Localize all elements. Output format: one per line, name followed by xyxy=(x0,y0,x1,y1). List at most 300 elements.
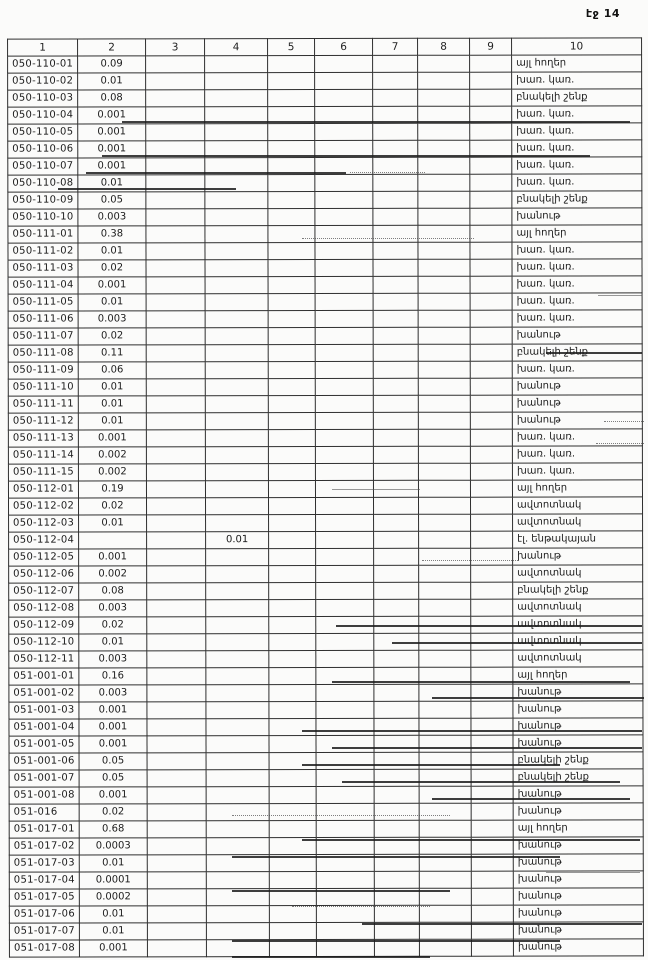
cell-col4 xyxy=(206,906,269,923)
cell-col1: 050-112-06 xyxy=(9,566,79,583)
cell-col1: 051-017-04 xyxy=(9,872,79,889)
cell-col10: խանութ xyxy=(512,395,642,412)
cell-col6 xyxy=(315,361,373,378)
cell-col3 xyxy=(147,549,206,566)
cell-col5 xyxy=(269,872,316,889)
cell-col3 xyxy=(146,328,205,345)
column-header-8: 8 xyxy=(418,38,470,55)
cell-col4 xyxy=(205,464,268,481)
cell-col8 xyxy=(418,327,470,344)
cell-col8 xyxy=(418,225,470,242)
header-row xyxy=(8,38,642,56)
cell-col10: խանութ xyxy=(513,718,643,735)
table-row xyxy=(8,72,642,90)
cell-col6 xyxy=(315,310,373,327)
cell-col3 xyxy=(146,447,205,464)
cell-col7 xyxy=(373,259,418,276)
cell-col9 xyxy=(470,242,512,259)
cell-col7 xyxy=(374,820,419,837)
cell-col8 xyxy=(418,361,470,378)
cell-col3 xyxy=(146,311,205,328)
cell-col5 xyxy=(268,294,315,311)
cell-col10: խառ. կառ. xyxy=(512,293,642,310)
cell-col10: ավտոտնակ xyxy=(513,650,643,667)
table-row xyxy=(8,293,642,311)
cell-col6 xyxy=(315,276,373,293)
cell-col8 xyxy=(418,446,470,463)
cell-col5 xyxy=(268,396,315,413)
cell-col6 xyxy=(316,548,374,565)
cell-col9 xyxy=(470,89,512,106)
cell-col9 xyxy=(471,650,513,667)
cell-col4 xyxy=(206,600,269,617)
scan-artifact xyxy=(302,764,560,766)
cell-col4 xyxy=(206,821,269,838)
cell-col5 xyxy=(268,277,315,294)
scan-artifact xyxy=(332,681,630,683)
cell-col9 xyxy=(471,599,513,616)
cell-col5 xyxy=(269,685,316,702)
cell-col4 xyxy=(206,685,269,702)
scan-artifact xyxy=(302,839,640,841)
scan-artifact xyxy=(122,121,630,123)
cell-col9 xyxy=(470,327,512,344)
cell-col1: 051-001-05 xyxy=(9,736,79,753)
cell-col10: խանութ xyxy=(513,548,643,565)
cell-col10: խառ. կառ. xyxy=(512,310,642,327)
cell-col7 xyxy=(373,225,418,242)
column-header-6: 6 xyxy=(315,38,373,55)
cell-col4 xyxy=(205,413,268,430)
cell-col4 xyxy=(206,736,269,753)
scan-artifact xyxy=(332,489,420,490)
scan-artifact xyxy=(350,172,425,173)
cell-col2: 0.002 xyxy=(78,464,146,481)
cell-col1: 050-112-07 xyxy=(9,583,79,600)
cell-col10: բնակելի շենք xyxy=(512,89,642,106)
scan-artifact xyxy=(432,697,644,699)
cell-col8 xyxy=(418,89,470,106)
column-header-3: 3 xyxy=(146,39,205,56)
cell-col9 xyxy=(470,259,512,276)
cell-col2: 0.08 xyxy=(78,90,146,107)
table-row xyxy=(8,89,642,107)
cell-col10: խառ. կառ. xyxy=(512,259,642,276)
cell-col4 xyxy=(205,260,268,277)
cell-col10: բնակելի շենք xyxy=(513,752,643,769)
cell-col8 xyxy=(418,157,470,174)
cell-col4 xyxy=(206,719,269,736)
cell-col7 xyxy=(373,293,418,310)
cell-col7 xyxy=(374,514,419,531)
cell-col8 xyxy=(419,752,471,769)
cell-col5 xyxy=(268,447,315,464)
cell-col1: 050-110-10 xyxy=(8,209,78,226)
cell-col10: խանութ xyxy=(513,871,643,888)
cell-col5 xyxy=(268,90,315,107)
cell-col2: 0.001 xyxy=(79,719,147,736)
cell-col9 xyxy=(470,123,512,140)
cell-col1: 051-017-03 xyxy=(9,855,79,872)
cell-col5 xyxy=(268,481,315,498)
scan-artifact xyxy=(102,155,590,157)
cell-col10: խանութ xyxy=(512,327,642,344)
cell-col5 xyxy=(269,583,316,600)
cell-col9 xyxy=(470,378,512,395)
cell-col5 xyxy=(269,549,316,566)
cell-col2: 0.001 xyxy=(79,702,147,719)
cell-col5 xyxy=(269,719,316,736)
scan-artifact xyxy=(232,940,560,942)
cell-col5 xyxy=(269,532,316,549)
cell-col3 xyxy=(146,243,205,260)
cell-col10: խանութ xyxy=(513,888,643,905)
cell-col10: խառ. կառ. xyxy=(512,276,642,293)
cell-col5 xyxy=(268,430,315,447)
cell-col8 xyxy=(419,582,471,599)
cell-col9 xyxy=(470,395,512,412)
cell-col1: 050-111-03 xyxy=(8,260,78,277)
cell-col10: ավտոտնակ xyxy=(513,514,643,531)
cell-col6 xyxy=(315,242,373,259)
cell-col7 xyxy=(374,548,419,565)
cell-col1: 050-112-04 xyxy=(9,532,79,549)
cell-col6 xyxy=(315,327,373,344)
scan-artifact xyxy=(86,172,346,174)
column-header-9: 9 xyxy=(470,38,512,55)
table-row xyxy=(9,582,643,600)
cell-col5 xyxy=(268,192,315,209)
table-row xyxy=(8,242,642,260)
table-row xyxy=(8,55,642,73)
column-header-10: 10 xyxy=(512,38,642,55)
cell-col9 xyxy=(471,752,513,769)
cadastre-table xyxy=(7,37,644,957)
cell-col5 xyxy=(268,226,315,243)
table-row xyxy=(8,378,642,396)
cell-col8 xyxy=(418,463,470,480)
cell-col10: ավտոտնակ xyxy=(512,497,642,514)
cell-col5 xyxy=(268,73,315,90)
cell-col6 xyxy=(316,786,374,803)
cell-col8 xyxy=(418,259,470,276)
cell-col6 xyxy=(315,55,373,72)
table-row xyxy=(8,446,642,464)
cell-col2: 0.001 xyxy=(78,141,146,158)
cell-col1: 050-112-03 xyxy=(9,515,79,532)
scan-artifact xyxy=(422,560,518,561)
table-row xyxy=(8,327,642,345)
table-row xyxy=(8,225,642,243)
cell-col6 xyxy=(316,650,374,667)
cell-col3 xyxy=(146,260,205,277)
cell-col2: 0.003 xyxy=(79,685,147,702)
scan-artifact xyxy=(546,872,640,873)
cell-col1: 051-017-02 xyxy=(9,838,79,855)
cell-col3 xyxy=(146,345,205,362)
cell-col6 xyxy=(315,463,373,480)
cell-col3 xyxy=(147,685,206,702)
cell-col4 xyxy=(205,430,268,447)
cell-col8 xyxy=(419,769,471,786)
scan-artifact xyxy=(302,730,642,732)
cell-col1: 050-112-09 xyxy=(9,617,79,634)
cell-col8 xyxy=(418,412,470,429)
scan-artifact xyxy=(604,421,644,422)
cell-col10: բնակելի շենք xyxy=(512,191,642,208)
scan-artifact xyxy=(302,238,474,239)
cell-col2: 0.001 xyxy=(78,124,146,141)
cell-col2: 0.0002 xyxy=(79,889,147,906)
cell-col10: էլ. ենթակայան xyxy=(513,531,643,548)
cell-col5 xyxy=(269,634,316,651)
cell-col7 xyxy=(374,752,419,769)
cell-col8 xyxy=(419,718,471,735)
cell-col10: բնակելի շենք xyxy=(513,769,643,786)
cell-col10: խառ. կառ. xyxy=(512,463,642,480)
cell-col6 xyxy=(316,684,374,701)
cell-col3 xyxy=(147,668,206,685)
cell-col5 xyxy=(269,736,316,753)
cell-col7 xyxy=(373,327,418,344)
cell-col5 xyxy=(268,328,315,345)
cell-col7 xyxy=(373,497,418,514)
cell-col2: 0.0003 xyxy=(79,838,147,855)
cell-col4 xyxy=(205,481,268,498)
cell-col3 xyxy=(147,753,206,770)
cell-col9 xyxy=(470,412,512,429)
cell-col10: խառ. կառ. xyxy=(512,429,642,446)
cell-col7 xyxy=(373,123,418,140)
cell-col9 xyxy=(471,701,513,718)
cell-col6 xyxy=(315,89,373,106)
cell-col1: 050-112-02 xyxy=(9,498,79,515)
cell-col5 xyxy=(268,345,315,362)
cell-col9 xyxy=(470,361,512,378)
cell-col7 xyxy=(373,344,418,361)
table-row xyxy=(9,497,643,515)
cell-col5 xyxy=(268,413,315,430)
cell-col2: 0.02 xyxy=(79,498,147,515)
scan-artifact xyxy=(232,956,430,958)
cell-col2: 0.02 xyxy=(79,804,147,821)
cell-col2: 0.38 xyxy=(78,226,146,243)
cell-col7 xyxy=(373,361,418,378)
cell-col6 xyxy=(316,514,374,531)
cell-col3 xyxy=(147,719,206,736)
cell-col3 xyxy=(146,90,205,107)
cell-col2: 0.001 xyxy=(78,430,146,447)
cell-col2: 0.19 xyxy=(78,481,146,498)
scan-artifact xyxy=(58,188,236,190)
cell-col5 xyxy=(268,175,315,192)
cell-col2: 0.01 xyxy=(79,923,147,940)
table-body xyxy=(8,55,644,957)
cell-col6 xyxy=(315,395,373,412)
cell-col1: 051-001-03 xyxy=(9,702,79,719)
cell-col10: ավտոտնակ xyxy=(513,616,643,633)
cell-col6 xyxy=(315,378,373,395)
cell-col7 xyxy=(374,718,419,735)
cell-col2: 0.01 xyxy=(78,243,146,260)
cell-col1: 050-111-15 xyxy=(8,464,78,481)
cell-col1: 051-001-07 xyxy=(9,770,79,787)
cell-col10: խանութ xyxy=(513,939,643,956)
scan-artifact xyxy=(292,906,430,907)
cell-col2: 0.11 xyxy=(78,345,146,362)
cell-col4 xyxy=(206,583,269,600)
cell-col6 xyxy=(315,429,373,446)
cell-col6 xyxy=(315,344,373,361)
cell-col9 xyxy=(470,446,512,463)
cell-col8 xyxy=(418,72,470,89)
cell-col3 xyxy=(147,872,206,889)
cell-col2: 0.001 xyxy=(78,107,146,124)
column-header-2: 2 xyxy=(78,39,146,56)
cell-col7 xyxy=(373,242,418,259)
cell-col1: 051-016 xyxy=(9,804,79,821)
cell-col10: խառ. կառ. xyxy=(512,157,642,174)
cell-col4 xyxy=(206,753,269,770)
cell-col7 xyxy=(374,582,419,599)
cell-col4 xyxy=(206,787,269,804)
cell-col7 xyxy=(373,89,418,106)
cell-col8 xyxy=(418,293,470,310)
cell-col6 xyxy=(316,905,374,922)
cell-col7 xyxy=(374,531,419,548)
cell-col9 xyxy=(470,174,512,191)
cell-col4 xyxy=(205,396,268,413)
cell-col5 xyxy=(269,702,316,719)
table-row xyxy=(8,191,642,209)
cell-col5 xyxy=(269,498,316,515)
cell-col7 xyxy=(374,786,419,803)
cell-col4 xyxy=(205,90,268,107)
cell-col5 xyxy=(269,787,316,804)
cell-col3 xyxy=(146,73,205,90)
cell-col6 xyxy=(316,701,374,718)
cell-col8 xyxy=(418,395,470,412)
scan-artifact xyxy=(232,815,450,816)
cell-col1: 051-017-01 xyxy=(9,821,79,838)
cell-col5 xyxy=(268,209,315,226)
cell-col1: 051-017-06 xyxy=(9,906,79,923)
table-row xyxy=(9,514,643,532)
cell-col7 xyxy=(374,684,419,701)
cell-col1: 051-001-01 xyxy=(9,668,79,685)
table-row xyxy=(9,548,643,566)
cell-col3 xyxy=(146,277,205,294)
cell-col7 xyxy=(373,412,418,429)
cell-col9 xyxy=(471,718,513,735)
cell-col5 xyxy=(268,260,315,277)
cell-col4 xyxy=(206,634,269,651)
cell-col7 xyxy=(373,72,418,89)
cell-col2: 0.001 xyxy=(79,549,147,566)
cell-col7 xyxy=(373,395,418,412)
cell-col9 xyxy=(471,820,513,837)
cell-col3 xyxy=(146,226,205,243)
cell-col6 xyxy=(316,769,374,786)
cell-col9 xyxy=(470,293,512,310)
cell-col10: խառ. կառ. xyxy=(512,174,642,191)
cell-col7 xyxy=(374,871,419,888)
cell-col2: 0.01 xyxy=(78,413,146,430)
cell-col4 xyxy=(206,549,269,566)
cell-col3 xyxy=(146,192,205,209)
cell-col10: խառ. կառ. xyxy=(512,140,642,157)
cell-col6 xyxy=(316,497,374,514)
cell-col2: 0.01 xyxy=(78,294,146,311)
cell-col8 xyxy=(418,123,470,140)
cell-col2: 0.001 xyxy=(78,158,146,175)
cell-col8 xyxy=(419,548,471,565)
cell-col7 xyxy=(374,735,419,752)
cell-col8 xyxy=(418,344,470,361)
scan-artifact xyxy=(596,443,644,444)
table-row xyxy=(8,276,642,294)
cell-col7 xyxy=(373,429,418,446)
cell-col8 xyxy=(419,565,471,582)
cell-col8 xyxy=(418,55,470,72)
cell-col2: 0.002 xyxy=(79,566,147,583)
cell-col3 xyxy=(147,651,206,668)
cell-col3 xyxy=(147,821,206,838)
cell-col6 xyxy=(315,225,373,242)
cell-col8 xyxy=(418,208,470,225)
cell-col2: 0.06 xyxy=(78,362,146,379)
cell-col5 xyxy=(269,940,316,957)
cell-col4 xyxy=(205,294,268,311)
cell-col10: ավտոտնակ xyxy=(513,599,643,616)
cell-col8 xyxy=(418,191,470,208)
cell-col10: խանութ xyxy=(513,684,643,701)
table-row xyxy=(9,905,643,923)
cell-col10: խանութ xyxy=(512,208,642,225)
cell-col5 xyxy=(269,753,316,770)
cell-col6 xyxy=(316,633,374,650)
cell-col10: այլ հողեր xyxy=(512,55,642,72)
table-row xyxy=(9,718,643,736)
cell-col4 xyxy=(206,566,269,583)
cell-col10: խառ. կառ. xyxy=(512,72,642,89)
cell-col6 xyxy=(316,820,374,837)
cell-col1: 050-111-14 xyxy=(8,447,78,464)
cell-col5 xyxy=(269,906,316,923)
cell-col9 xyxy=(471,786,513,803)
cell-col4 xyxy=(205,243,268,260)
cell-col1: 050-112-08 xyxy=(9,600,79,617)
column-header-4: 4 xyxy=(205,39,268,56)
cell-col2: 0.16 xyxy=(79,668,147,685)
cell-col3 xyxy=(147,617,206,634)
cell-col9 xyxy=(471,514,513,531)
cell-col4 xyxy=(205,362,268,379)
cell-col1: 050-111-01 xyxy=(8,226,78,243)
cell-col8 xyxy=(419,735,471,752)
cell-col1: 050-110-04 xyxy=(8,107,78,124)
cell-col4 xyxy=(206,923,269,940)
cell-col1: 051-017-07 xyxy=(9,923,79,940)
cell-col9 xyxy=(470,157,512,174)
table-row xyxy=(8,123,642,141)
cell-col3 xyxy=(147,787,206,804)
cell-col6 xyxy=(316,718,374,735)
table-row xyxy=(8,429,642,447)
cell-col2: 0.003 xyxy=(79,651,147,668)
cell-col6 xyxy=(315,259,373,276)
cell-col4 xyxy=(205,379,268,396)
